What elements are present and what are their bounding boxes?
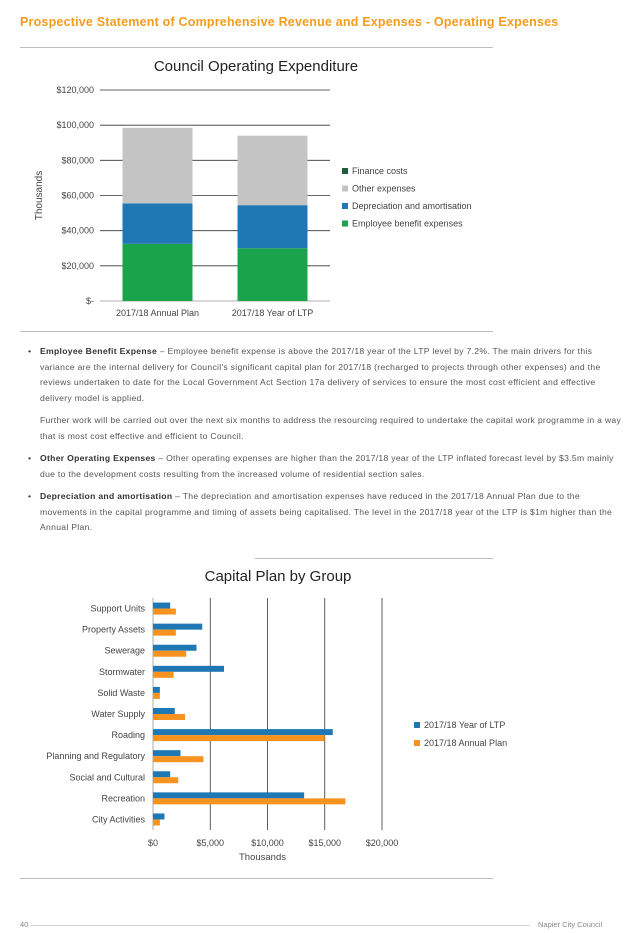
legend-label: Depreciation and amortisation bbox=[352, 201, 472, 211]
bar-segment bbox=[123, 244, 193, 301]
bar bbox=[153, 819, 160, 825]
bar bbox=[153, 777, 178, 783]
category-label: Stormwater bbox=[98, 666, 145, 677]
x-axis-label: Thousands bbox=[238, 852, 287, 863]
capital-chart-title: Capital Plan by Group bbox=[204, 568, 352, 585]
bullet-text: – Employee benefit expense is above the 2017/18 year of the LTP level by 7.2%. The main drivers for this variance are the internal delivery for Council's significant capital plan for 2017/18 (recharged to projects through other expenses) and the reviews undertaken to date for the Local Government Act Section 17a delivery of services to ensure the most cost efficient and effective delivery model is applied. bbox=[40, 346, 601, 403]
page-number: 40 bbox=[20, 920, 29, 929]
bar bbox=[153, 813, 164, 819]
bar bbox=[153, 798, 345, 804]
footer-rule bbox=[30, 925, 530, 926]
bar-segment bbox=[123, 203, 193, 243]
legend-label: 2017/18 Year of LTP bbox=[424, 720, 506, 730]
bullet-dot: • bbox=[28, 346, 32, 356]
bar bbox=[153, 687, 160, 693]
bar bbox=[153, 756, 203, 762]
bullet-title: Other Operating Expenses bbox=[40, 453, 156, 463]
y-tick-label: $120,000 bbox=[56, 85, 94, 95]
y-tick-label: $40,000 bbox=[61, 225, 94, 236]
category-label: Property Assets bbox=[81, 624, 145, 635]
bar bbox=[153, 750, 180, 756]
y-axis-label: Thousands bbox=[34, 170, 45, 221]
bar-segment bbox=[123, 128, 193, 204]
bar bbox=[153, 735, 325, 741]
footer-org: Napier City Council bbox=[538, 920, 603, 929]
bar bbox=[153, 792, 304, 798]
legend-label: 2017/18 Annual Plan bbox=[424, 738, 508, 748]
bar bbox=[153, 693, 160, 699]
bullet-extra: Further work will be carried out over the next six months to address the resourcing required to undertake the capital work programme in a way that is most cost effective and efficient to Council. bbox=[40, 415, 622, 441]
bar bbox=[153, 630, 176, 636]
bar bbox=[153, 645, 197, 651]
bar bbox=[153, 672, 174, 678]
bullet-employee-benefit bbox=[28, 344, 624, 451]
category-label: Solid Waste bbox=[97, 687, 145, 698]
y-tick-label: $60,000 bbox=[61, 190, 94, 201]
x-tick-label: $0 bbox=[147, 838, 159, 848]
chart1-divider bbox=[20, 331, 493, 332]
legend-swatch bbox=[342, 168, 348, 174]
x-tick-label: $15,000 bbox=[308, 838, 342, 848]
category-label: Sewerage bbox=[104, 645, 145, 656]
bullet-depreciation bbox=[28, 489, 624, 543]
y-tick-label: $- bbox=[85, 296, 94, 306]
bullet-text: – The depreciation and amortisation expenses have reduced in the 2017/18 Annual Plan due to the movements in the capital programme and timing of assets being capitalised. The level in the 2017/18 year of the LTP is $1m higher than the Annual Plan. bbox=[40, 491, 613, 532]
chart2-top-divider bbox=[255, 558, 493, 559]
bar bbox=[153, 714, 185, 720]
y-tick-label: $100,000 bbox=[56, 120, 94, 131]
legend-swatch bbox=[342, 203, 348, 209]
legend-swatch bbox=[342, 221, 348, 227]
bullet-title: Employee Benefit Expense bbox=[40, 346, 158, 356]
x-tick-label: $20,000 bbox=[365, 838, 399, 848]
category-label: Roading bbox=[111, 730, 145, 741]
x-tick-label: $5,000 bbox=[196, 838, 225, 848]
title-divider bbox=[20, 47, 493, 48]
legend-swatch bbox=[414, 722, 420, 728]
bar bbox=[153, 771, 170, 777]
legend-swatch bbox=[414, 740, 420, 746]
operating-expenditure-chart bbox=[0, 78, 643, 328]
legend-label: Finance costs bbox=[352, 166, 408, 176]
chart2-bottom-divider bbox=[20, 878, 493, 879]
x-tick-label: 2017/18 Annual Plan bbox=[115, 308, 200, 318]
category-label: Support Units bbox=[90, 603, 145, 614]
bar bbox=[153, 708, 175, 714]
bullet-text: – Other operating expenses are higher than the 2017/18 year of the LTP inflated forecast level by $3.5m mainly due to the development costs resulting from the increased volume of residential section sales. bbox=[40, 453, 614, 479]
y-tick-label: $80,000 bbox=[61, 155, 94, 166]
bullet-title: Depreciation and amortisation bbox=[40, 491, 173, 501]
bullet-dot: • bbox=[28, 453, 32, 463]
commentary bbox=[28, 344, 624, 543]
category-label: Recreation bbox=[101, 793, 145, 804]
category-label: Water Supply bbox=[91, 709, 145, 719]
bar-segment bbox=[238, 205, 308, 248]
category-label: City Activities bbox=[91, 814, 145, 825]
bar bbox=[153, 651, 186, 657]
operating-chart-title: Council Operating Expenditure bbox=[153, 58, 359, 75]
bar-segment bbox=[238, 136, 308, 205]
category-label: Planning and Regulatory bbox=[46, 751, 145, 762]
bar bbox=[153, 609, 176, 615]
x-tick-label: $10,000 bbox=[251, 838, 284, 848]
capital-plan-chart bbox=[0, 590, 643, 870]
bar bbox=[153, 666, 224, 672]
x-tick-label: 2017/18 Year of LTP bbox=[231, 308, 314, 318]
bar bbox=[153, 624, 202, 630]
bullet-dot: • bbox=[28, 491, 32, 501]
bar-segment bbox=[238, 248, 308, 301]
bullet-other-operating bbox=[28, 451, 624, 489]
bar bbox=[153, 603, 170, 609]
page-title: Prospective Statement of Comprehensive Revenue and Expenses - Operating Expenses bbox=[20, 15, 559, 29]
y-tick-label: $20,000 bbox=[61, 260, 94, 271]
legend-label: Employee benefit expenses bbox=[352, 218, 463, 229]
category-label: Social and Cultural bbox=[69, 772, 145, 783]
legend-label: Other expenses bbox=[352, 183, 416, 194]
bar bbox=[153, 729, 333, 735]
legend-swatch bbox=[342, 186, 348, 192]
